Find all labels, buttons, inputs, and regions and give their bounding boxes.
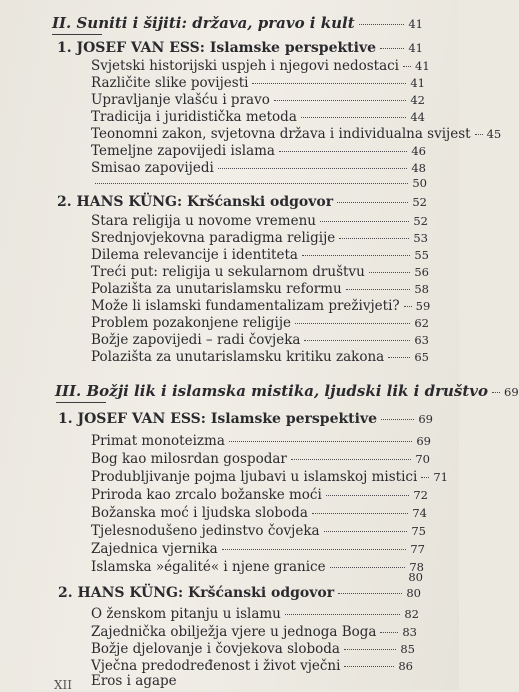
toc-entry [91, 641, 415, 658]
dot-leader [302, 255, 410, 256]
dot-leader [404, 306, 412, 307]
entry-title: Zajednica vjernika [91, 541, 218, 557]
dot-leader [222, 549, 407, 550]
page-number: 55 [414, 248, 429, 262]
author-title: 1. JOSEF VAN ESS: Islamske perspektive [58, 411, 378, 427]
page-number: 80 [408, 570, 423, 584]
toc-entry [91, 451, 430, 468]
dot-leader [344, 666, 394, 667]
page-number: 41 [408, 17, 423, 31]
toc-author-heading [58, 585, 421, 602]
dot-leader [279, 151, 407, 152]
toc-entry [91, 673, 411, 690]
toc-entry [91, 505, 427, 522]
dot-leader [369, 272, 411, 273]
entry-title: Polazišta za unutarislamsku kritiku zakona [91, 349, 385, 365]
author-title: 2. HANS KÜNG: Kršćanski odgovor [57, 194, 334, 210]
entry-title: Produbljivanje pojma ljubavi u islamskoj mistici [91, 469, 418, 485]
toc-author-heading [57, 40, 423, 57]
entry-title: Eros i agape [91, 673, 177, 689]
entry-title: Vječna predodređenost i život vječni [91, 658, 341, 674]
entry-title: Treći put: religija u sekularnom društvu [91, 264, 365, 280]
dot-leader [381, 419, 414, 420]
dot-leader [274, 100, 407, 101]
dot-leader [95, 577, 404, 578]
entry-title: Božanska moć i ljudska sloboda [91, 505, 308, 521]
entry-title: Svjetski historijski uspjeh i njegovi nedostaci [91, 58, 400, 74]
divider-rule [56, 402, 106, 403]
dot-leader [403, 66, 411, 67]
page-number: 42 [410, 93, 425, 107]
page-number: 48 [411, 161, 426, 175]
entry-title: Tjelesnodušeno jedinstvo čovjeka [91, 523, 320, 539]
toc-part-heading [55, 382, 519, 400]
toc-entry [91, 230, 428, 247]
toc-entry [91, 315, 429, 332]
dot-leader [95, 183, 408, 184]
page-number: 56 [414, 265, 429, 279]
entry-title: Smisao zapovijedi [91, 160, 214, 176]
page-number: 78 [409, 560, 424, 574]
dot-leader [324, 531, 408, 532]
toc-entry [91, 349, 429, 366]
dot-leader [330, 567, 406, 568]
page-number: 50 [412, 176, 427, 190]
dot-leader [229, 441, 412, 442]
toc-part-heading [52, 14, 423, 31]
page-number: 58 [414, 282, 429, 296]
dot-leader [346, 289, 411, 290]
toc-author-heading [57, 194, 427, 211]
entry-title: Teonomni zakon, svjetovna država i individualna svijest [91, 126, 471, 142]
entry-title: Može li islamski fundamentalizam preživjeti? [91, 298, 400, 314]
toc-entry [91, 247, 429, 264]
toc-entry [91, 433, 431, 450]
page-number: 59 [415, 299, 431, 313]
toc-entry [91, 126, 502, 143]
divider-rule [52, 34, 102, 35]
toc-entry [91, 541, 425, 558]
author-title: 1. JOSEF VAN ESS: Islamske perspektive [57, 40, 377, 56]
toc-entry [91, 624, 417, 641]
dot-leader [312, 513, 408, 514]
toc-entry [91, 75, 425, 92]
page-number: 62 [414, 316, 429, 330]
page-number: 52 [412, 195, 427, 209]
dot-leader [359, 24, 405, 25]
page-number: 65 [414, 350, 429, 364]
page-number: 74 [412, 506, 427, 520]
dot-leader [291, 459, 411, 460]
toc-entry [91, 264, 429, 281]
entry-title: Zajednička obilježja vjere u jednoga Boga [91, 624, 377, 640]
dot-leader [252, 83, 406, 84]
page-number: 44 [410, 110, 425, 124]
dot-leader [304, 340, 410, 341]
toc-entry [91, 469, 448, 486]
entry-title: Upravljanje vlašću i pravo [91, 92, 270, 108]
entry-title: Srednjovjekovna paradigma religije [91, 230, 336, 246]
page-number: 45 [486, 127, 502, 141]
page-number: 69 [504, 385, 519, 399]
dot-leader [285, 614, 400, 615]
dot-leader [301, 117, 406, 118]
part-title: III. Božji lik i islamska mistika, ljudski lik i društvo [55, 382, 488, 400]
entry-title: Stara religija u novome vremenu [91, 213, 316, 229]
dot-leader [421, 477, 429, 478]
dot-leader [326, 495, 410, 496]
folio-page-number: XII [54, 678, 73, 692]
entry-title: Bog kao milosrdan gospodar [91, 451, 287, 467]
entry-title: Tradicija i juridistička metoda [91, 109, 297, 125]
toc-entry [91, 109, 425, 126]
toc-entry [91, 332, 429, 349]
page-number: 53 [413, 231, 428, 245]
page-number: 69 [416, 434, 431, 448]
dot-leader [388, 357, 410, 358]
entry-title: Primat monoteizma [91, 433, 225, 449]
toc-entry [91, 143, 426, 160]
dot-leader [320, 221, 409, 222]
dot-leader [337, 202, 408, 203]
page-number: 82 [404, 607, 419, 621]
entry-title: Problem pozakonjene religije [91, 315, 292, 331]
dot-leader [475, 134, 483, 135]
entry-title: Islamska »égalité« i njene granice [91, 559, 326, 575]
entry-title: Polazišta za unutarislamsku reformu [91, 281, 342, 297]
page-number: 46 [411, 144, 426, 158]
page-number: 75 [411, 524, 426, 538]
dot-leader [344, 649, 396, 650]
entry-title: Priroda kao zrcalo božanske moći [91, 487, 322, 503]
toc-entry [91, 58, 430, 75]
page-number: 63 [414, 333, 429, 347]
page-number: 41 [415, 59, 430, 73]
dot-leader [492, 392, 500, 393]
toc-entry [91, 176, 427, 193]
page-number: 41 [408, 41, 423, 55]
toc-entry [91, 213, 428, 230]
page-number: 80 [406, 586, 421, 600]
dot-leader [338, 593, 402, 594]
toc-entry [91, 606, 419, 623]
page-number: 86 [398, 659, 413, 673]
entry-title: Temeljne zapovijedi islama [91, 143, 275, 159]
dot-leader [295, 323, 410, 324]
dot-leader [218, 168, 408, 169]
entry-title: Božje djelovanje i čovjekova sloboda [91, 641, 340, 657]
entry-title: O ženskom pitanju u islamu [91, 606, 281, 622]
toc-entry [91, 92, 425, 109]
entry-title: Božje zapovijedi – radi čovjeka [91, 332, 301, 348]
page-number: 70 [415, 452, 430, 466]
toc-entry [91, 523, 426, 540]
dot-leader [339, 238, 409, 239]
page-number: 69 [418, 412, 433, 426]
toc-entry [91, 281, 429, 298]
entry-title: Različite slike povijesti [91, 75, 249, 91]
dot-leader [380, 632, 398, 633]
toc-entry [91, 298, 429, 315]
toc-entry [91, 487, 428, 504]
page-number: 72 [413, 488, 428, 502]
page-number: 77 [410, 542, 425, 556]
part-title: II. Suniti i šijiti: država, pravo i kult [52, 14, 355, 32]
toc-author-heading [58, 411, 433, 428]
page-number: 52 [413, 214, 428, 228]
entry-title: Dilema relevancije i identiteta [91, 247, 298, 263]
toc-entry [91, 160, 426, 177]
page-number: 71 [433, 470, 448, 484]
author-title: 2. HANS KÜNG: Kršćanski odgovor [58, 585, 335, 601]
page-number: 83 [402, 625, 417, 639]
page-number: 41 [410, 76, 425, 90]
dot-leader [380, 48, 404, 49]
page-number: 85 [400, 642, 415, 656]
